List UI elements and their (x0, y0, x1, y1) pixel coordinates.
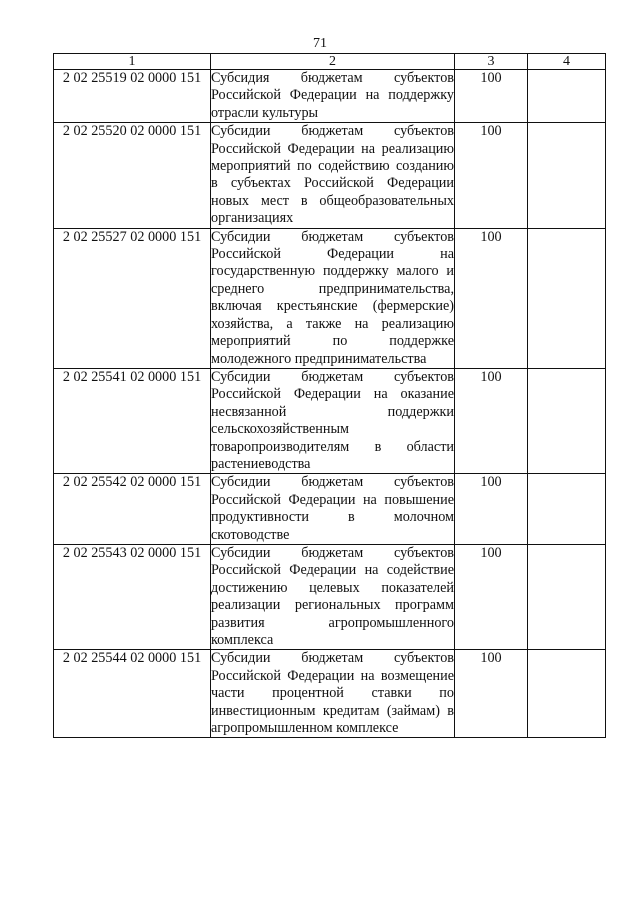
income-name-cell: Субсидии бюджетам субъектов Российской Федерации на реализацию мероприятий по содействию созданию в субъектах Российской Федерации новых мест в общеобразовательных организациях (211, 123, 454, 227)
income-name-cell: Субсидии бюджетам субъектов Российской Федерации на содействие достижению целевых показателей реализации региональных программ развития агропромышленного комплекса (211, 544, 454, 648)
column-4-cell (528, 123, 606, 228)
column-header-4: 4 (528, 54, 606, 70)
column-4-cell (528, 228, 606, 368)
column-4-cell (528, 70, 606, 123)
table-body (54, 70, 606, 738)
table-row (54, 228, 606, 368)
table-row (54, 544, 606, 649)
column-header-1: 1 (54, 54, 211, 70)
budget-code-cell: 2 02 25542 02 0000 151 (54, 474, 211, 545)
column-header-3: 3 (455, 54, 528, 70)
budget-code-cell: 2 02 25541 02 0000 151 (54, 368, 211, 473)
column-4-cell (528, 474, 606, 545)
header-row (54, 54, 606, 70)
norm-value-cell: 100 (455, 123, 528, 228)
table-row (54, 123, 606, 228)
table-row (54, 474, 606, 545)
income-name-cell: Субсидии бюджетам субъектов Российской Федерации на оказание несвязанной поддержки сельскохозяйственным товаропроизводителям в области растениеводства (211, 368, 454, 472)
income-name-cell: Субсидии бюджетам субъектов Российской Федерации на государственную поддержку малого и среднего предпринимательства, включая крестьянские (фермерские) хозяйства, а также на реализацию мероприятий по поддержке молодежного предпринимательства (211, 228, 454, 367)
column-header-2: 2 (211, 54, 455, 70)
budget-code-cell: 2 02 25519 02 0000 151 (54, 70, 211, 123)
budget-table (53, 53, 606, 738)
norm-value-cell: 100 (455, 228, 528, 368)
norm-value-cell: 100 (455, 650, 528, 738)
norm-value-cell: 100 (455, 70, 528, 123)
income-name-cell: Субсидия бюджетам субъектов Российской Федерации на поддержку отрасли культуры (211, 70, 454, 121)
column-4-cell (528, 368, 606, 473)
page-number: 71 (313, 36, 327, 51)
table-header (54, 54, 606, 70)
budget-code-cell: 2 02 25520 02 0000 151 (54, 123, 211, 228)
column-4-cell (528, 544, 606, 649)
table-row (54, 650, 606, 738)
income-name-cell: Субсидии бюджетам субъектов Российской Федерации на возмещение части процентной ставки по инвестиционным кредитам (займам) в агропромышленном комплексе (211, 650, 454, 737)
budget-code-cell: 2 02 25543 02 0000 151 (54, 544, 211, 649)
column-4-cell (528, 650, 606, 738)
table-row (54, 368, 606, 473)
budget-code-cell: 2 02 25527 02 0000 151 (54, 228, 211, 368)
table-row (54, 70, 606, 123)
income-name-cell: Субсидии бюджетам субъектов Российской Федерации на повышение продуктивности в молочном скотоводстве (211, 474, 454, 543)
budget-code-cell: 2 02 25544 02 0000 151 (54, 650, 211, 738)
norm-value-cell: 100 (455, 368, 528, 473)
norm-value-cell: 100 (455, 544, 528, 649)
norm-value-cell: 100 (455, 474, 528, 545)
